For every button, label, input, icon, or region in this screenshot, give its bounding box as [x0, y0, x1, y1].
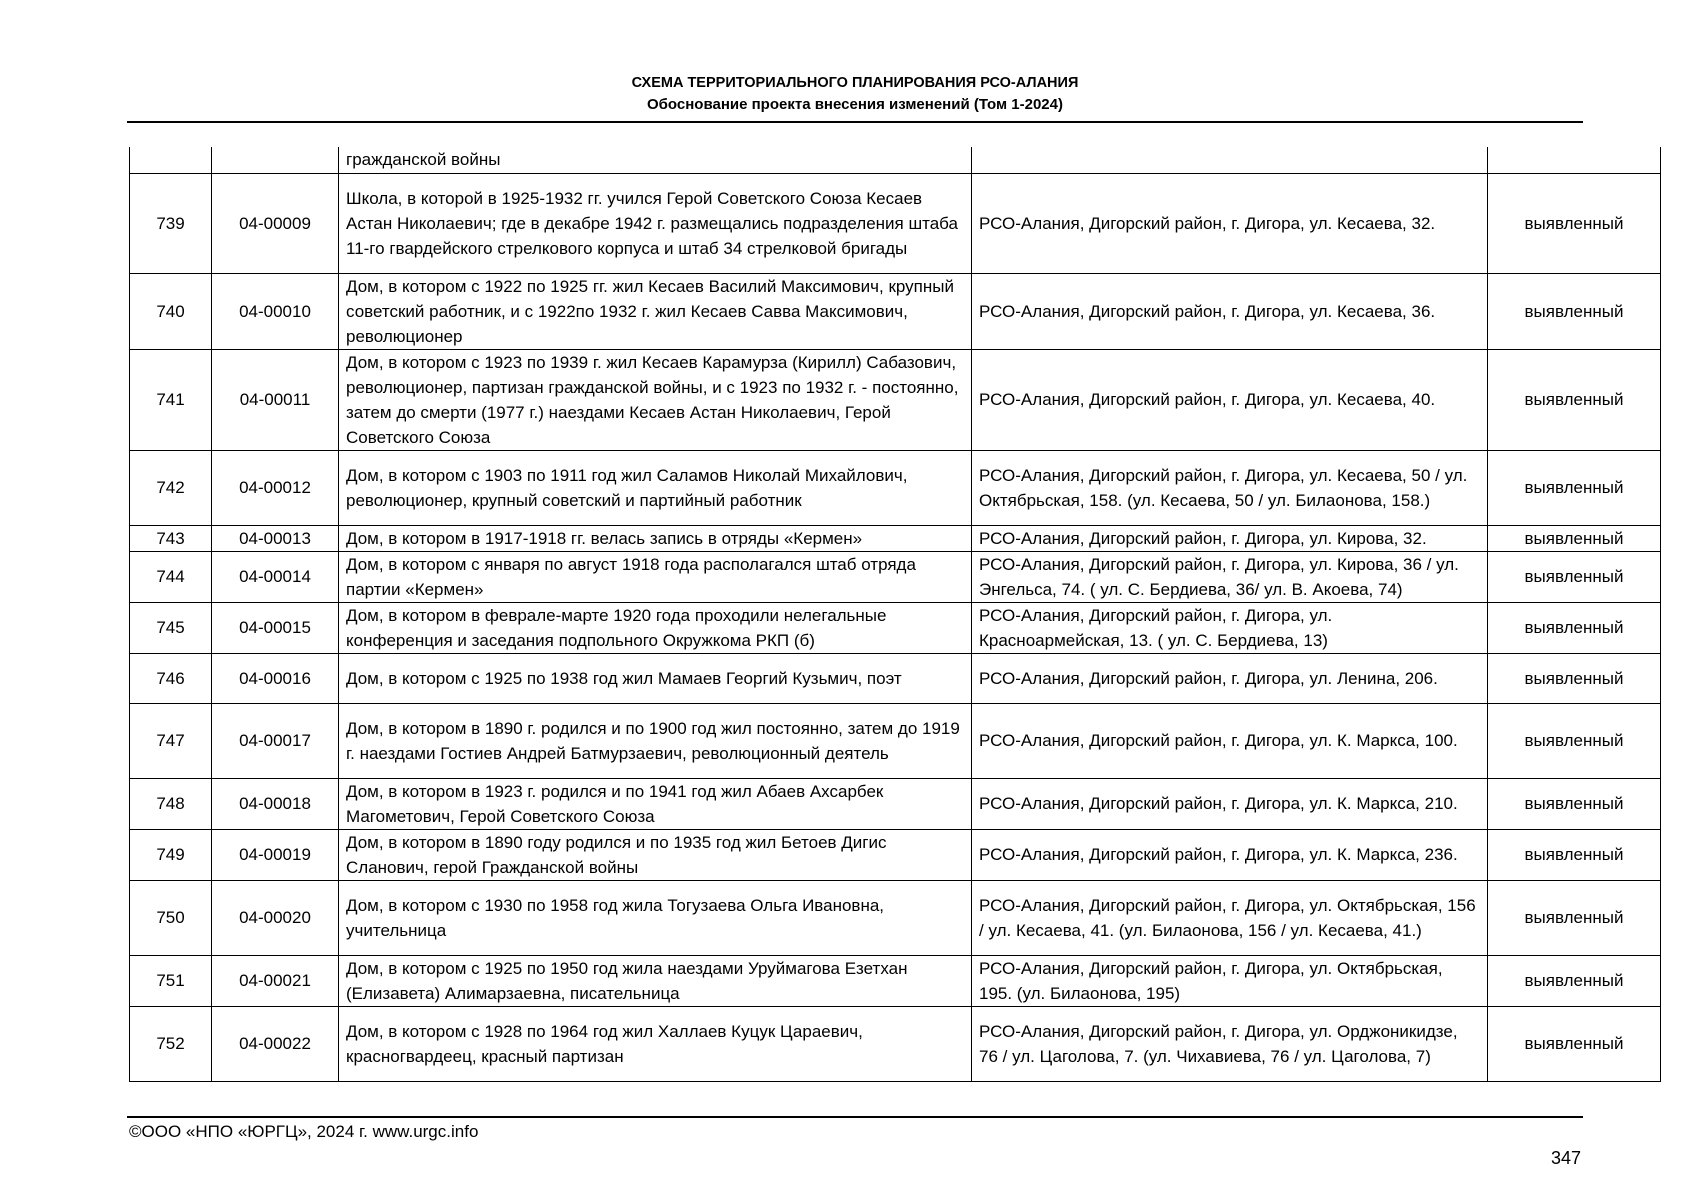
table-row	[130, 955, 1661, 1006]
object-status: выявленный	[1488, 602, 1661, 653]
table-row	[130, 703, 1661, 778]
object-number: 746	[130, 653, 212, 703]
object-code: 04-00019	[212, 829, 339, 880]
object-status: выявленный	[1488, 173, 1661, 273]
object-name: Дом, в котором с 1923 по 1939 г. жил Кесаев Карамурза (Кирилл) Сабазович, революционер, партизан гражданской войны, и с 1923 по 1932 г. - постоянно, затем до смерти (1977 г.) наездами Кесаев Астан Николаевич, Герой Советского Союза	[339, 349, 972, 450]
object-number: 742	[130, 450, 212, 525]
object-address: РСО-Алания, Дигорский район, г. Дигора, ул. Кесаева, 40.	[972, 349, 1488, 450]
object-address: РСО-Алания, Дигорский район, г. Дигора, ул. Кесаева, 50 / ул. Октябрьская, 158. (ул. Кесаева, 50 / ул. Билаонова, 158.)	[972, 450, 1488, 525]
object-number: 747	[130, 703, 212, 778]
object-code: 04-00012	[212, 450, 339, 525]
object-number: 741	[130, 349, 212, 450]
object-number: 740	[130, 273, 212, 349]
object-name: Дом, в котором в 1917-1918 гг. велась запись в отряды «Кермен»	[339, 525, 972, 551]
object-code: 04-00022	[212, 1006, 339, 1081]
object-name: Дом, в котором с 1925 по 1950 год жила наездами Уруймагова Езетхан (Елизавета) Алимарзаевна, писательница	[339, 955, 972, 1006]
object-status: выявленный	[1488, 273, 1661, 349]
object-address: РСО-Алания, Дигорский район, г. Дигора, ул. Кесаева, 32.	[972, 173, 1488, 273]
object-status: выявленный	[1488, 829, 1661, 880]
copyright-text: ©ООО «НПО «ЮРГЦ», 2024 г. www.urgc.info	[129, 1122, 479, 1141]
heritage-objects-table	[129, 147, 1661, 1082]
object-name: Дом, в котором с 1930 по 1958 год жила Тогузаева Ольга Ивановна, учительница	[339, 880, 972, 955]
object-status: выявленный	[1488, 653, 1661, 703]
table-row	[130, 147, 1661, 173]
table-body	[130, 147, 1661, 1081]
object-status: выявленный	[1488, 349, 1661, 450]
object-address: РСО-Алания, Дигорский район, г. Дигора, ул. К. Маркса, 236.	[972, 829, 1488, 880]
object-name: Школа, в которой в 1925-1932 гг. учился Герой Советского Союза Кесаев Астан Николаевич; где в декабре 1942 г. размещались подразделения штаба 11-го гвардейского стрелкового корпуса и штаб 34 стрелковой бригады	[339, 173, 972, 273]
object-name: Дом, в котором с января по август 1918 года располагался штаб отряда партии «Кермен»	[339, 551, 972, 602]
object-address: РСО-Алания, Дигорский район, г. Дигора, ул. Кирова, 36 / ул. Энгельса, 74. ( ул. С. Бердиева, 36/ ул. В. Акоева, 74)	[972, 551, 1488, 602]
object-address: РСО-Алания, Дигорский район, г. Дигора, ул. Кесаева, 36.	[972, 273, 1488, 349]
page-header	[127, 72, 1583, 116]
table-row	[130, 653, 1661, 703]
object-name: Дом, в котором с 1903 по 1911 год жил Саламов Николай Михайлович, революционер, крупный советский и партийный работник	[339, 450, 972, 525]
object-number: 752	[130, 1006, 212, 1081]
object-code: 04-00020	[212, 880, 339, 955]
object-number: 745	[130, 602, 212, 653]
object-number	[130, 147, 212, 173]
header-divider	[127, 121, 1583, 123]
table-row	[130, 880, 1661, 955]
object-name: Дом, в котором с 1928 по 1964 год жил Халлаев Куцук Цараевич, красногвардеец, красный партизан	[339, 1006, 972, 1081]
table-row	[130, 525, 1661, 551]
object-address: РСО-Алания, Дигорский район, г. Дигора, ул. Октябрьская, 195. (ул. Билаонова, 195)	[972, 955, 1488, 1006]
object-address: РСО-Алания, Дигорский район, г. Дигора, ул. Ленина, 206.	[972, 653, 1488, 703]
table-row	[130, 829, 1661, 880]
object-name: гражданской войны	[339, 147, 972, 173]
object-code: 04-00018	[212, 778, 339, 829]
object-code: 04-00009	[212, 173, 339, 273]
object-name: Дом, в котором в 1890 г. родился и по 1900 год жил постоянно, затем до 1919 г. наездами Гостиев Андрей Батмурзаевич, революционный деятель	[339, 703, 972, 778]
object-code: 04-00013	[212, 525, 339, 551]
object-code: 04-00014	[212, 551, 339, 602]
object-name: Дом, в котором в феврале-марте 1920 года проходили нелегальные конференция и заседания подпольного Окружкома РКП (б)	[339, 602, 972, 653]
object-name: Дом, в котором с 1922 по 1925 гг. жил Кесаев Василий Максимович, крупный советский работник, и с 1922по 1932 г. жил Кесаев Савва Максимович, революционер	[339, 273, 972, 349]
object-code	[212, 147, 339, 173]
table-row	[130, 551, 1661, 602]
object-name: Дом, в котором в 1890 году родился и по 1935 год жил Бетоев Дигис Сланович, герой Гражданской войны	[339, 829, 972, 880]
object-address: РСО-Алания, Дигорский район, г. Дигора, ул. Октябрьская, 156 / ул. Кесаева, 41. (ул. Билаонова, 156 / ул. Кесаева, 41.)	[972, 880, 1488, 955]
object-status: выявленный	[1488, 880, 1661, 955]
object-address: РСО-Алания, Дигорский район, г. Дигора, ул. К. Маркса, 210.	[972, 778, 1488, 829]
table-row	[130, 602, 1661, 653]
object-code: 04-00010	[212, 273, 339, 349]
object-number: 749	[130, 829, 212, 880]
object-number: 744	[130, 551, 212, 602]
document-title: СХЕМА ТЕРРИТОРИАЛЬНОГО ПЛАНИРОВАНИЯ РСО-АЛАНИЯ	[631, 75, 1079, 91]
table-row	[130, 173, 1661, 273]
footer-divider	[127, 1116, 1583, 1118]
object-address: РСО-Алания, Дигорский район, г. Дигора, ул. Орджоникидзе, 76 / ул. Цаголова, 7. (ул. Чихавиева, 76 / ул. Цаголова, 7)	[972, 1006, 1488, 1081]
table-row	[130, 778, 1661, 829]
table-row	[130, 1006, 1661, 1081]
object-status: выявленный	[1488, 551, 1661, 602]
document-subtitle: Обоснование проекта внесения изменений (Том 1-2024)	[647, 96, 1063, 113]
object-status	[1488, 147, 1661, 173]
object-address: РСО-Алания, Дигорский район, г. Дигора, ул. Красноармейская, 13. ( ул. С. Бердиева, 13)	[972, 602, 1488, 653]
object-number: 748	[130, 778, 212, 829]
object-status: выявленный	[1488, 450, 1661, 525]
page-number: 347	[1550, 1148, 1581, 1168]
table-row	[130, 450, 1661, 525]
object-address	[972, 147, 1488, 173]
object-code: 04-00016	[212, 653, 339, 703]
object-status: выявленный	[1488, 955, 1661, 1006]
table-row	[130, 273, 1661, 349]
object-name: Дом, в котором в 1923 г. родился и по 1941 год жил Абаев Ахсарбек Магометович, Герой Советского Союза	[339, 778, 972, 829]
table-row	[130, 349, 1661, 450]
object-code: 04-00017	[212, 703, 339, 778]
object-number: 750	[130, 880, 212, 955]
object-status: выявленный	[1488, 703, 1661, 778]
object-name: Дом, в котором с 1925 по 1938 год жил Мамаев Георгий Кузьмич, поэт	[339, 653, 972, 703]
object-code: 04-00021	[212, 955, 339, 1006]
object-address: РСО-Алания, Дигорский район, г. Дигора, ул. К. Маркса, 100.	[972, 703, 1488, 778]
object-address: РСО-Алания, Дигорский район, г. Дигора, ул. Кирова, 32.	[972, 525, 1488, 551]
object-status: выявленный	[1488, 778, 1661, 829]
object-status: выявленный	[1488, 525, 1661, 551]
object-status: выявленный	[1488, 1006, 1661, 1081]
object-code: 04-00015	[212, 602, 339, 653]
object-code: 04-00011	[212, 349, 339, 450]
object-number: 739	[130, 173, 212, 273]
object-number: 743	[130, 525, 212, 551]
object-number: 751	[130, 955, 212, 1006]
